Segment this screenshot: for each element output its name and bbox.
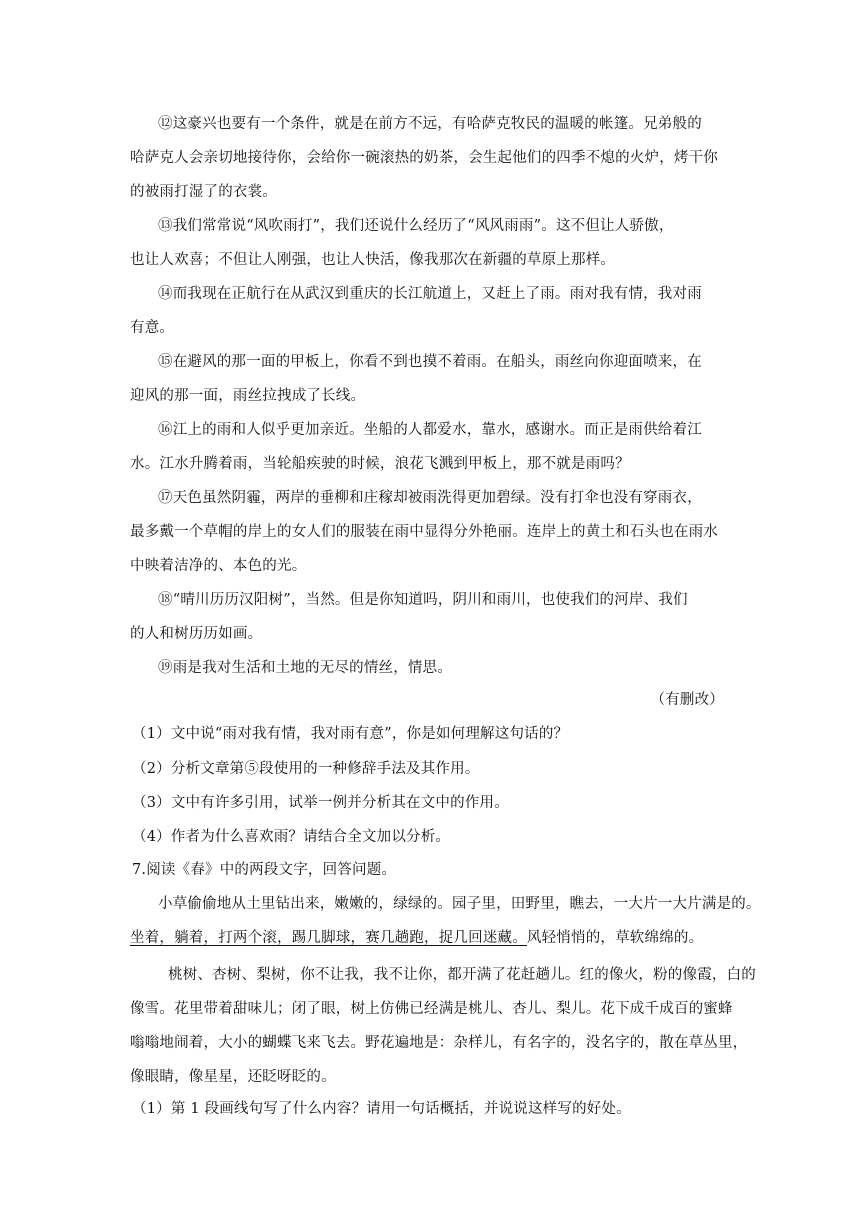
paragraph-17-line-3: 中映着洁净的、本色的光。	[130, 558, 307, 574]
paragraph-13-line-1: ⑬我们常常说“风吹雨打”，我们还说什么经历了“风风雨雨”。这不但让人骄傲，	[158, 218, 674, 234]
spring-paragraph-1-rest: 风轻悄悄的，草软绵绵的。	[526, 930, 704, 946]
spring-paragraph-1-line-2	[130, 926, 730, 947]
paragraph-14-line-2: 有意。	[130, 320, 175, 336]
paragraph-16-line-1: ⑯江上的雨和人似乎更加亲近。坐船的人都爱水，靠水，感谢水。而正是雨供给着江	[158, 422, 702, 438]
paragraph-12-line-2: 哈萨克人会亲切地接待你，会给你一碗滚热的奶茶，会生起他们的四季不熄的火炉，烤干你	[130, 150, 718, 166]
underlined-sentence: 坐着，躺着，打两个滚，踢几脚球，赛几趟跑，捉几回迷藏。	[130, 930, 527, 946]
spring-paragraph-2-line-4: 像眼睛，像星星，还眨呀眨的。	[130, 1069, 336, 1085]
question-1: （1）文中说“雨对我有情，我对雨有意”，你是如何理解这句话的？	[132, 726, 569, 742]
spring-paragraph-1-line-1: 小草偷偷地从土里钻出来，嫩嫩的，绿绿的。园子里，田野里，瞧去，一大片一大片满是的。	[158, 896, 761, 912]
spring-paragraph-2-line-1: 桃树、杏树、梨树，你不让我，我不让你，都开满了花赶趟儿。红的像火，粉的像霞，白的	[168, 967, 756, 983]
paragraph-12-line-1: ⑫这豪兴也要有一个条件，就是在前方不远，有哈萨克牧民的温暖的帐篷。兄弟般的	[158, 116, 702, 132]
paragraph-19: ⑲雨是我对生活和土地的无尽的情丝，情思。	[158, 660, 452, 676]
paragraph-18-line-1: ⑱“晴川历历汉阳树”，当然。但是你知道吗，阴川和雨川，也使我们的河岸、我们	[158, 592, 688, 608]
paragraph-12-line-3: 的被雨打湿了的衣裳。	[130, 184, 277, 200]
paragraph-14-line-1: ⑭而我现在正航行在从武汉到重庆的长江航道上，又赶上了雨。雨对我有情，我对雨	[158, 286, 702, 302]
paragraph-13-line-2: 也让人欢喜；不但让人刚强，也让人快活，像我那次在新疆的草原上那样。	[130, 252, 616, 268]
question-3: （3）文中有许多引用，试举一例并分析其在文中的作用。	[132, 795, 509, 811]
paragraph-17-line-2: 最多戴一个草帽的岸上的女人们的服装在雨中显得分外艳丽。连岸上的黄土和石头也在雨水	[130, 524, 718, 540]
question-7-1: （1）第 1 段画线句写了什么内容？请用一句话概括，并说说这样写的好处。	[132, 1101, 631, 1117]
spring-paragraph-2-line-2: 像雪。花里带着甜味儿；闭了眼，树上仿佛已经满是桃儿、杏儿、梨儿。花下成千成百的蜜蜂	[130, 1001, 733, 1017]
edited-note: （有删改）	[650, 692, 724, 708]
question-4: （4）作者为什么喜欢雨？请结合全文加以分析。	[132, 829, 451, 845]
paragraph-15-line-1: ⑮在避风的那一面的甲板上，你看不到也摸不着雨。在船头，雨丝向你迎面喷来，在	[158, 354, 702, 370]
question-2: （2）分析文章第⑤段使用的一种修辞手法及其作用。	[132, 761, 480, 777]
paragraph-18-line-2: 的人和树历历如画。	[130, 626, 263, 642]
paragraph-17-line-1: ⑰天色虽然阴霾，两岸的垂柳和庄稼却被雨洗得更加碧绿。没有打伞也没有穿雨衣，	[158, 490, 702, 506]
paragraph-15-line-2: 迎风的那一面，雨丝拉拽成了长线。	[130, 388, 366, 404]
question-7-heading: 7.阅读《春》中的两段文字，回答问题。	[132, 862, 397, 878]
paragraph-16-line-2: 水。江水升腾着雨，当轮船疾驶的时候，浪花飞溅到甲板上，那不就是雨吗？	[130, 456, 630, 472]
spring-paragraph-2-line-3: 嗡嗡地闹着，大小的蝴蝶飞来飞去。野花遍地是：杂样儿，有名字的，没名字的，散在草丛里，	[130, 1035, 748, 1051]
